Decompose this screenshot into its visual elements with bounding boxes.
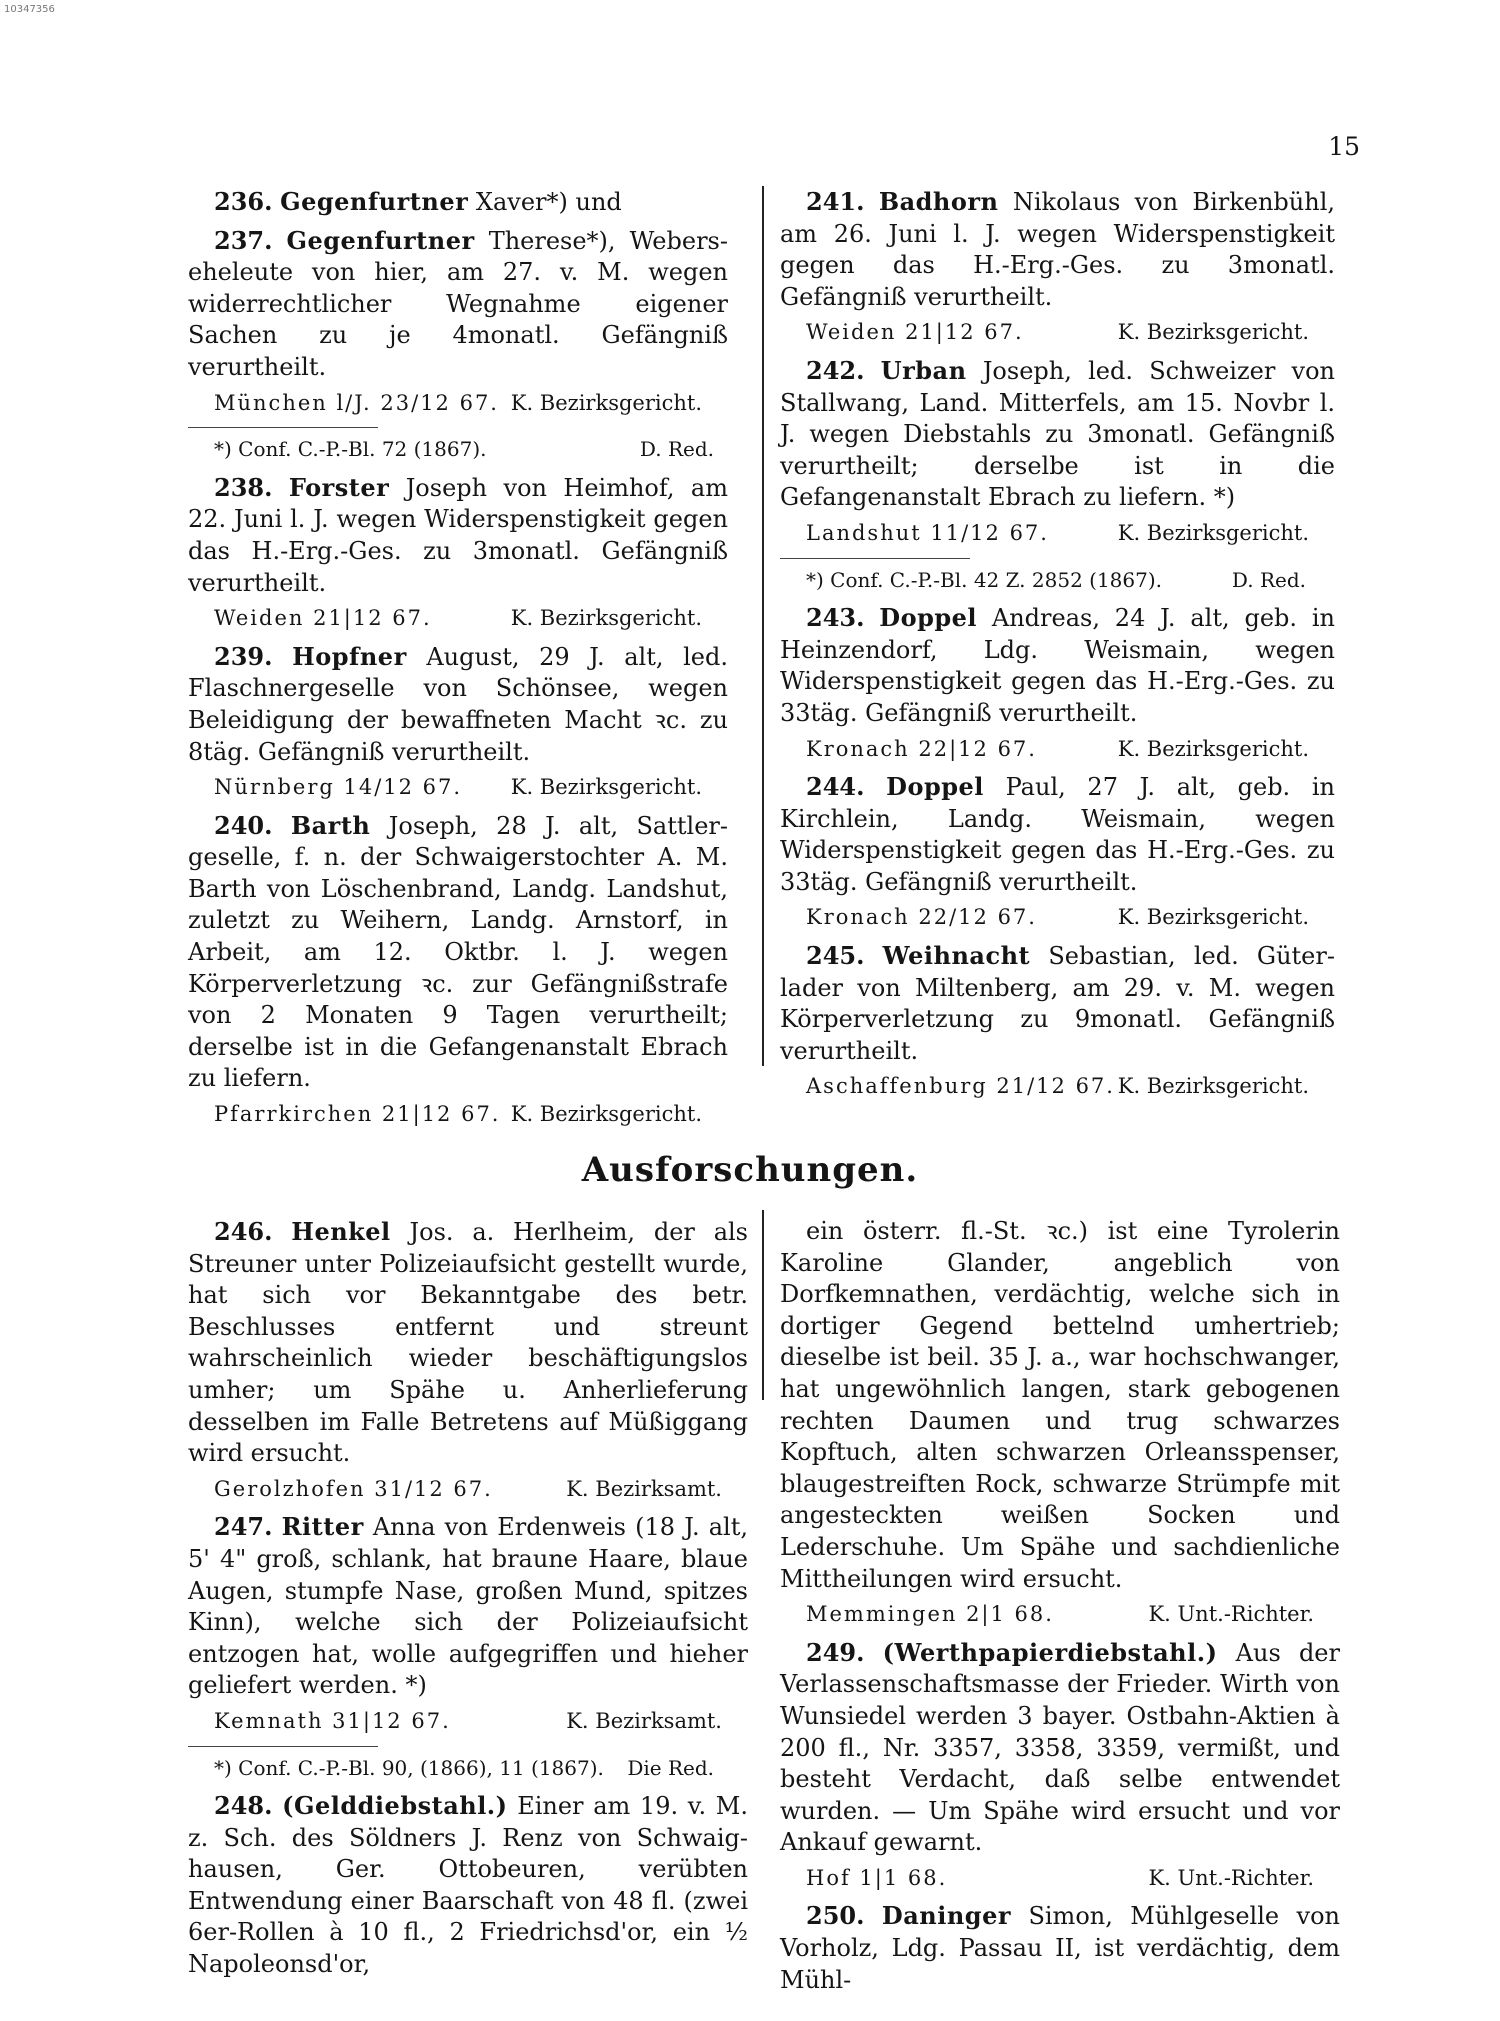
signature-line bbox=[780, 317, 1335, 349]
entry bbox=[188, 1511, 748, 1784]
section-title: Ausforschungen. bbox=[581, 1150, 919, 1190]
signature-place-date: Weiden 21|12 67. bbox=[806, 320, 1024, 345]
signature-court: K. Unt.-Richter. bbox=[1148, 1865, 1314, 1890]
entry bbox=[780, 1900, 1340, 1996]
entry-text bbox=[188, 810, 728, 1095]
entry-body: Joseph von Heimhof, am 22. Juni l. J. wegen Widerspenstigkeit gegen das H.-Erg.-Ges. zu 3monatl. Gefängniß verurtheilt. bbox=[188, 473, 728, 597]
signature-line bbox=[188, 603, 728, 635]
signature-place-date: Kemnath 31|12 67. bbox=[214, 1708, 451, 1733]
entry-number: 243. bbox=[806, 603, 865, 633]
entry-body: Andreas, 24 J. alt, geb. in Heinzendorf, Ldg. Weismain, wegen Widerspenstigkeit gegen das H.-Erg.-Ges. zu 33täg. Gefängniß verurtheilt. bbox=[780, 604, 1335, 727]
entry-number: 237. bbox=[214, 225, 273, 255]
entry-number: 246. bbox=[214, 1217, 273, 1246]
footnote-rule bbox=[188, 427, 378, 434]
entry-name: Henkel bbox=[291, 1217, 391, 1246]
signature-line bbox=[188, 388, 728, 420]
entry-number: 250. bbox=[806, 1901, 865, 1931]
entry bbox=[188, 1216, 748, 1505]
signature-line bbox=[780, 518, 1335, 550]
entry-name: Doppel bbox=[886, 772, 984, 802]
entry bbox=[780, 186, 1335, 349]
entry-name: Doppel bbox=[879, 603, 978, 633]
entry-body: Simon, Mühlgeselle von Vorholz, Ldg. Passau II, ist verdächtig, dem Mühl- bbox=[780, 1902, 1340, 1994]
footnote bbox=[780, 565, 1306, 597]
entry-name: Gegenfurtner bbox=[286, 225, 475, 255]
footnote bbox=[188, 1753, 714, 1785]
footnote-editor: Die Red. bbox=[627, 1755, 714, 1780]
signature-court: K. Unt.-Richter. bbox=[1148, 1602, 1314, 1627]
entry-text bbox=[188, 1790, 748, 1981]
signature-court: K. Bezirksamt. bbox=[566, 1708, 722, 1733]
entry-name: Daninger bbox=[881, 1901, 1011, 1931]
entry-name: (Werthpapierdiebstahl.) bbox=[882, 1637, 1218, 1667]
entry-body: Joseph, 28 J. alt, Sattlergeselle, f. n. der Schwaigerstochter A. M. Barth von Löschenbrand, Landg. Landshut, zuletzt zu Weihern, Landg. Arnstorf, in Arbeit, am 12. Oktbr. l. J. wegen Körperverletzung ꝛc. zur Gefängnißstrafe von 2 Monaten 9 Tagen verurtheilt; derselbe ist in die Gefangenanstalt Ebrach zu liefern. bbox=[188, 811, 728, 1093]
signature-place-date: Kronach 22|12 67. bbox=[806, 736, 1037, 761]
entry bbox=[780, 940, 1335, 1103]
entry-text bbox=[780, 602, 1335, 729]
entry-number: 245. bbox=[806, 941, 865, 971]
entry-body: Anna von Erdenweis (18 J. alt, 5' 4" groß, schlank, hat braune Haare, blaue Augen, stumpfe Nase, großen Mund, spitzes Kinn), welche sich der Polizeiaufsicht entzogen hat, wolle aufgegriffen und hieher geliefert werden. *) bbox=[188, 1513, 748, 1700]
signature-court: K. Bezirksgericht. bbox=[1117, 1074, 1309, 1099]
entry-name: Gegenfurtner bbox=[280, 187, 469, 216]
signature-place-date: Weiden 21|12 67. bbox=[214, 606, 432, 631]
signature-court: K. Bezirksgericht. bbox=[510, 390, 702, 415]
signature-place-date: Aschaffenburg 21/12 67. bbox=[806, 1074, 1115, 1099]
entry-body: Jos. a. Herlheim, der als Streuner unter Polizeiaufsicht gestellt wurde, hat sich vor Bekanntgabe des betr. Beschlusses entfernt und streunt wahrscheinlich wieder beschäftigungslos umher; um Spähe u. Anherlieferung desselben im Falle Betretens auf Müßiggang wird ersucht. bbox=[188, 1218, 748, 1468]
signature-place-date: Landshut 11/12 67. bbox=[806, 520, 1049, 545]
entry-name: Ritter bbox=[281, 1512, 364, 1542]
entry-name: Badhorn bbox=[878, 187, 999, 216]
entry bbox=[780, 1637, 1340, 1895]
entry-text bbox=[780, 1900, 1340, 1996]
entry bbox=[780, 1216, 1340, 1631]
signature-court: K. Bezirksgericht. bbox=[1117, 905, 1309, 930]
entry-number: 238. bbox=[214, 472, 273, 502]
entry-number: 242. bbox=[806, 355, 865, 385]
signature-line bbox=[188, 1706, 748, 1738]
entry-text bbox=[188, 1511, 748, 1702]
entry bbox=[188, 810, 728, 1131]
entry-body: ein österr. fl.-St. ꝛc.) ist eine Tyrolerin Karoline Glander, angeblich von Dorfkemnathen, verdächtig, welche sich in dortiger Gegend bettelnd umhertrieb; dieselbe ist beil. 35 J. a., war hochschwanger, hat ungewöhnlich langen, stark gebogenen rechten Daumen und trug schwarzes Kopftuch, alten schwarzen Orleansspenser, blaugestreiften Rock, schwarze Strümpfe mit angesteckten weißen Socken und Lederschuhe. Um Spähe und sachdienliche Mittheilungen wird ersucht. bbox=[780, 1217, 1340, 1593]
column-top-left bbox=[188, 186, 728, 1137]
entry-number: 236. bbox=[214, 187, 273, 216]
entry-number: 241. bbox=[806, 187, 865, 216]
entry-name: Weihnacht bbox=[882, 941, 1031, 971]
signature-line bbox=[780, 734, 1335, 766]
entry-text bbox=[188, 472, 728, 599]
signature-line bbox=[188, 772, 728, 804]
entry-body: Therese*), Weberseheleute von hier, am 27. v. M. wegen widerrechtlicher Wegnahme eigener Sachen zu je 4monatl. Gefängniß verurtheilt. bbox=[188, 226, 728, 381]
entry bbox=[188, 1790, 748, 1981]
entry-text bbox=[780, 1637, 1340, 1859]
signature-place-date: Pfarrkirchen 21|12 67. bbox=[214, 1102, 501, 1127]
column-divider bbox=[762, 1210, 764, 1400]
entry-text bbox=[188, 225, 728, 384]
footnote-rule bbox=[188, 1746, 378, 1753]
entry-text bbox=[780, 355, 1335, 514]
footnote-editor: D. Red. bbox=[639, 437, 714, 462]
entry bbox=[188, 472, 728, 635]
footnote bbox=[188, 434, 714, 466]
entry bbox=[780, 771, 1335, 934]
entry-number: 249. bbox=[806, 1637, 865, 1667]
entry-name: Barth bbox=[290, 810, 371, 840]
page-number: 15 bbox=[1328, 132, 1360, 161]
signature-place-date: Memmingen 2|1 68. bbox=[806, 1602, 1054, 1627]
signature-court: K. Bezirksgericht. bbox=[510, 775, 702, 800]
signature-court: K. Bezirksgericht. bbox=[510, 606, 702, 631]
entry bbox=[780, 602, 1335, 765]
entry-body: Sebastian, led. Güterlader von Miltenberg, am 29. v. M. wegen Körperverletzung zu 9monatl. Gefängniß verurtheilt. bbox=[780, 942, 1335, 1065]
signature-court: K. Bezirksgericht. bbox=[1117, 520, 1309, 545]
entry-body: Einer am 19. v. M. z. Sch. des Söldners J. Renz von Schwaighausen, Ger. Ottobeuren, verübten Entwendung einer Baarschaft von 48 fl. (zwei 6er-Rollen à 10 fl., 2 Friedrichsd'or, ein ½ Napoleonsd'or, bbox=[188, 1792, 748, 1979]
entry bbox=[188, 186, 728, 219]
entry-text bbox=[780, 186, 1335, 313]
entry bbox=[780, 355, 1335, 596]
footnote-rule bbox=[780, 558, 970, 565]
entry-name: (Gelddiebstahl.) bbox=[282, 1791, 508, 1821]
column-top-right bbox=[780, 186, 1335, 1109]
entry-number: 240. bbox=[214, 810, 273, 840]
footnote-text: *) Conf. C.-P.-Bl. 90, (1866), 11 (1867). bbox=[214, 1755, 604, 1780]
entry-text bbox=[780, 940, 1335, 1067]
entry-body: Joseph, led. Schweizer von Stallwang, Land. Mitterfels, am 15. Novbr l. J. wegen Diebstahls zu 3monatl. Gefängniß verurtheilt; derselbe ist in die Gefangenanstalt Ebrach zu liefern. *) bbox=[780, 356, 1335, 512]
column-divider bbox=[762, 186, 764, 1066]
entry-number: 244. bbox=[806, 772, 865, 802]
column-bottom-right bbox=[780, 1216, 1340, 2002]
entry bbox=[188, 225, 728, 466]
signature-line bbox=[188, 1474, 748, 1506]
entry-body: Xaver*) und bbox=[475, 188, 622, 216]
entry-number: 239. bbox=[214, 641, 273, 671]
signature-line bbox=[188, 1099, 728, 1131]
entry-body: Aus der Verlassenschaftsmasse der Frieder. Wirth von Wunsiedel werden 3 bayer. Ostbahn-Aktien à 200 fl., Nr. 3357, 3358, 3359, vermißt, und besteht Verdacht, daß selbe entwendet wurden. — Um Spähe wird ersucht und vor Ankauf gewarnt. bbox=[780, 1638, 1340, 1857]
entry-name: Urban bbox=[880, 355, 967, 385]
signature-line bbox=[780, 1599, 1340, 1631]
signature-place-date: München l/J. 23/12 67. bbox=[214, 390, 499, 415]
signature-court: K. Bezirksgericht. bbox=[1117, 736, 1309, 761]
entry-text bbox=[780, 1216, 1340, 1595]
signature-court: K. Bezirksgericht. bbox=[510, 1102, 702, 1127]
signature-place-date: Gerolzhofen 31/12 67. bbox=[214, 1476, 493, 1501]
signature-court: K. Bezirksamt. bbox=[566, 1476, 722, 1501]
entry-name: Hopfner bbox=[292, 641, 407, 671]
signature-place-date: Nürnberg 14/12 67. bbox=[214, 775, 463, 800]
signature-court: K. Bezirksgericht. bbox=[1117, 320, 1309, 345]
entry-text bbox=[188, 641, 728, 768]
entry-text bbox=[188, 186, 728, 219]
footnote-editor: D. Red. bbox=[1231, 567, 1306, 592]
entry-body: August, 29 J. alt, led. Flaschnergeselle von Schönsee, wegen Beleidigung der bewaffneten Macht ꝛc. zu 8täg. Gefängniß verurtheilt. bbox=[188, 642, 728, 766]
entry-number: 247. bbox=[214, 1512, 273, 1542]
footnote-text: *) Conf. C.-P.-Bl. 42 Z. 2852 (1867). bbox=[806, 567, 1163, 592]
column-bottom-left bbox=[188, 1216, 748, 1987]
entry bbox=[188, 641, 728, 804]
entry-name: Forster bbox=[288, 472, 390, 502]
signature-place-date: Hof 1|1 68. bbox=[806, 1865, 948, 1890]
signature-place-date: Kronach 22/12 67. bbox=[806, 905, 1037, 930]
signature-line bbox=[780, 1863, 1340, 1895]
signature-line bbox=[780, 902, 1335, 934]
footnote-text: *) Conf. C.-P.-Bl. 72 (1867). bbox=[214, 437, 487, 462]
entry-number: 248. bbox=[214, 1791, 273, 1821]
entry-body: Paul, 27 J. alt, geb. in Kirchlein, Landg. Weismain, wegen Widerspenstigkeit gegen das H.-Erg.-Ges. zu 33täg. Gefängniß verurtheilt. bbox=[780, 773, 1335, 896]
signature-line bbox=[780, 1071, 1335, 1103]
entry-text bbox=[780, 771, 1335, 898]
document-id: 10347356 bbox=[4, 4, 55, 15]
entry-body: Nikolaus von Birkenbühl, am 26. Juni l. J. wegen Widerspenstigkeit gegen das H.-Erg.-Ges. zu 3monatl. Gefängniß verurtheilt. bbox=[780, 188, 1335, 311]
entry-text bbox=[188, 1216, 748, 1470]
